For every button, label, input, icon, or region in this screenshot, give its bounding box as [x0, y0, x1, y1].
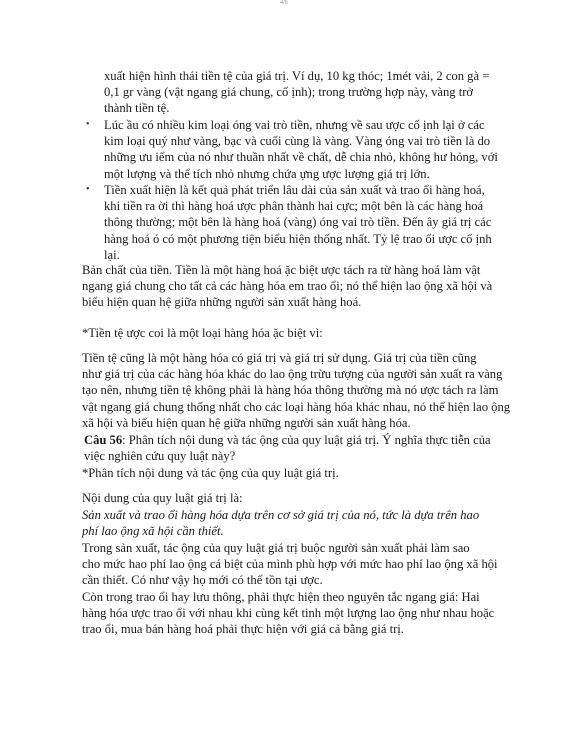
text-line: lại.	[104, 247, 120, 262]
text-line: vật ngang giá chung thống nhất cho các loại hàng hóa khác nhau, nó thể hiện lao ộng	[82, 399, 511, 414]
text-line: phí lao ộng xã hội cần thiết.	[82, 524, 224, 539]
text-line: Nội dung của quy luật giá trị là:	[82, 491, 243, 505]
text-line: xuất hiện hình thái tiền tệ của giá trị. Ví dụ, 10 kg thóc; 1mét vải, 2 con gà =	[104, 69, 490, 83]
text-line: tạo nên, nhưng tiền tệ không phải là hàng hóa thông thường mà nó ược tách ra làm	[82, 383, 499, 398]
bullet-marker: •	[86, 119, 90, 130]
text-line: Tiền tệ cũng là một hàng hóa có giá trị và giá trị sử dụng. Giá trị của tiền cũng	[82, 351, 477, 365]
text-line: Bản chất của tiền. Tiền là một hàng hoá ặc biệt ược tách ra từ hàng hoá làm vật	[82, 263, 481, 277]
text-line: như giá trị của các hàng hóa khác do lao ộng trừu tượng của người sản xuất ra vàng	[82, 367, 503, 382]
text-line: cho mức hao phí lao ộng cá biệt của mình phù hợp với mức hao phí lao ộng xã hội	[82, 557, 498, 572]
text-line: một lượng và thể tích nhỏ nhưng chứa ựng ược lượng giá trị lớn.	[104, 166, 430, 181]
text-line: kim loại quý như vàng, bạc và cuối cùng là vàng. Vàng óng vai trò tiền là do	[104, 134, 491, 149]
question-number: Câu 56	[84, 433, 123, 447]
text-line: khi tiền ra ời thì hàng hoá ược phân thành hai cực; một bên là các hàng hoá	[104, 199, 484, 214]
page-header-mark: 4/6	[280, 0, 288, 6]
text-line: hàng hóa ược trao ổi với nhau khi cùng kết tinh một lượng lao ộng như nhau hoặc	[82, 605, 495, 620]
text-line: hàng hoá ó có một phương tiện biểu hiện thống nhất. Tỷ lệ trao ổi ược cố ịnh	[104, 231, 492, 246]
text-line: Câu 56: Phân tích nội dung và tác ộng của quy luật giá trị. Ý nghĩa thực tiễn của	[84, 433, 491, 447]
text-line: Lúc ầu có nhiều kim loại óng vai trò tiền, nhưng về sau ược cố ịnh lại ở các	[104, 118, 485, 132]
text-line: *Phân tích nội dung và tác ộng của quy luật giá trị.	[82, 466, 339, 480]
text-line: ngang giá chung cho tất cả các hàng hóa em trao ổi; nó thể hiện lao ộng xã hội và	[82, 279, 493, 294]
text-line: trao ổi, mua bán hàng hoá phải thực hiện với giá cả bằng giá trị.	[82, 622, 404, 636]
text-line: thành tiền tệ.	[104, 101, 170, 116]
text-line: *Tiền tệ ược coi là một loại hàng hóa ặc biệt vì:	[82, 326, 323, 340]
text-line: 0,1 gr vàng (vật ngang giá chung, cố ịnh); trong trường hợp này, vàng trở	[104, 85, 474, 100]
text-line: Trong sản xuất, tác ộng của quy luật giá trị buộc người sản xuất phải làm sao	[82, 541, 470, 555]
text-line: Còn trong trao ổi hay lưu thông, phải thực hiện theo nguyên tắc ngang giá: Hai	[82, 589, 480, 604]
bullet-marker: •	[86, 184, 90, 195]
text-line: cần thiết. Có như vậy họ mới có thể tồn tại ược.	[82, 573, 323, 588]
text-line: Sản xuất và trao ổi hàng hóa dựa trên cơ sở giá trị của nó, tức là dựa trên hao	[82, 508, 480, 522]
text-line: những ưu iểm của nó như thuần nhất về chất, dễ chia nhỏ, không hư hỏng, với	[104, 150, 498, 165]
text-line: xã hội và biểu hiện quan hệ giữa những người sản xuất hàng hóa.	[82, 415, 411, 430]
text-line: thông thường; một bên là hàng hoá (vàng) óng vai trò tiền. Đến ây giá trị các	[104, 215, 492, 230]
text-line: Tiền xuất hiện là kết quả phát triển lâu dài của sản xuất và trao ổi hàng hoá,	[104, 183, 485, 197]
text-line: biểu hiện quan hệ giữa những người sản xuất hàng hoá.	[82, 295, 362, 310]
text-line: việc nghiên cứu quy luật này?	[84, 449, 236, 464]
